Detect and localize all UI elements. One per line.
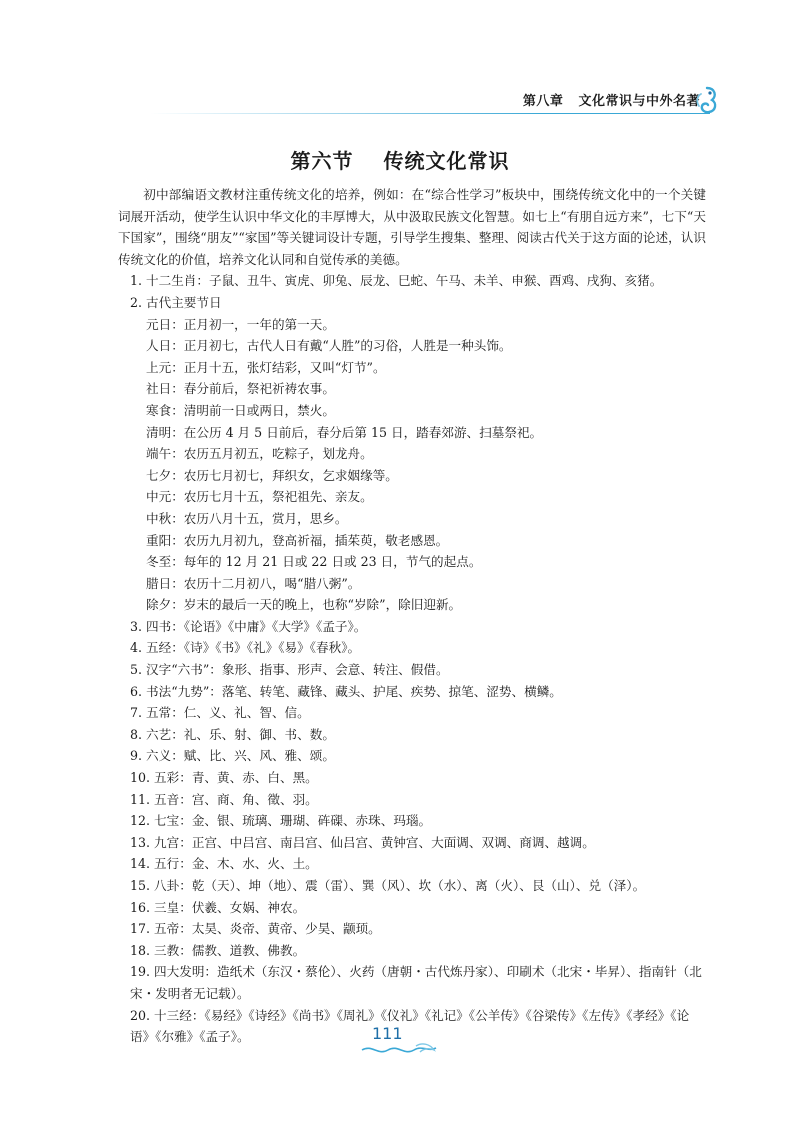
festival-item: 端午：农历五月初五，吃粽子，划龙舟。 [146, 446, 373, 462]
page-footer [360, 1020, 440, 1060]
festival-item: 中元：农历七月十五，祭祀祖先、亲友。 [146, 489, 373, 505]
list-item: 2. 古代主要节日 [130, 294, 222, 310]
list-item: 13. 九宫：正宫、中吕宫、南吕宫、仙吕宫、黄钟宫、大面调、双调、商调、越调。 [130, 834, 595, 850]
festival-item: 除夕：岁末的最后一天的晚上，也称“岁除”，除旧迎新。 [146, 597, 462, 613]
festival-item: 重阳：农历九月初九，登高祈福，插茱萸，敬老感恩。 [146, 532, 449, 548]
festival-item: 七夕：农历七月初七，拜织女，乞求姻缘等。 [146, 467, 398, 483]
list-item: 3. 四书：《论语》《中庸》《大学》《孟子》。 [130, 618, 367, 634]
festival-item: 人日：正月初七，古代人日有戴“人胜”的习俗，人胜是一种头饰。 [146, 338, 512, 354]
list-item: 11. 五音：宫、商、角、徵、羽。 [130, 791, 318, 807]
wave-ornament-icon [360, 1042, 440, 1058]
list-item: 19. 四大发明：造纸术（东汉・蔡伦）、火药（唐朝・古代炼丹家）、印刷术（北宋・毕昇）、指南针（北宋・发明者无记载）。 [130, 964, 702, 1001]
festival-item: 中秋：农历八月十五，赏月，思乡。 [146, 510, 348, 526]
festival-item: 清明：在公历 4 月 5 日前后，春分后第 15 日，踏春郊游、扫墓祭祀。 [146, 424, 543, 440]
festival-item: 上元：正月十五，张灯结彩，又叫“灯节”。 [146, 359, 386, 375]
festival-item: 寒食：清明前一日或两日，禁火。 [146, 402, 335, 418]
list-item: 10. 五彩：青、黄、赤、白、黑。 [130, 770, 318, 786]
festival-item: 社日：春分前后，祭祀祈祷农事。 [146, 381, 335, 397]
festival-item: 冬至：每年的 12 月 21 日或 22 日或 23 日，节气的起点。 [146, 554, 482, 570]
page-number: 111 [372, 1024, 403, 1043]
list-item: 12. 七宝：金、银、琉璃、珊瑚、砗磲、赤珠、玛瑙。 [130, 813, 432, 829]
list-item: 7. 五常：仁、义、礼、智、信。 [130, 705, 310, 721]
list-item: 16. 三皇：伏羲、女娲、神农。 [130, 899, 306, 915]
knowledge-list [118, 270, 706, 1047]
running-header [523, 90, 700, 109]
list-item: 15. 八卦：乾（天）、坤（地）、震（雷）、巽（风）、坎（水）、离（火）、艮（山）、兑（泽）。 [130, 878, 646, 893]
header-rule [150, 113, 710, 114]
intro-paragraph: 初中部编语文教材注重传统文化的培养，例如：在“综合性学习”板块中，围绕传统文化中的一个关键词展开活动，使学生认识中华文化的丰厚博大，从中汲取民族文化智慧。如七上“有朋自远方来”，七下“天下国家”，围绕“朋友”“家国”等关键词设计专题，引导学生搜集、整理、阅读古代关于这方面的论述，认识传统文化的价值，培养文化认同和自觉传承的美德。 [118, 187, 706, 267]
festival-item: 腊日：农历十二月初八，喝“腊八粥”。 [146, 575, 361, 591]
festival-item: 元日：正月初一，一年的第一天。 [146, 316, 335, 332]
chapter-title: 文化常识与中外名著 [578, 94, 700, 109]
chapter-number: 第八章 [522, 94, 564, 109]
list-item: 5. 汉字“六书”：象形、指事、形声、会意、转注、假借。 [130, 662, 449, 678]
list-item: 9. 六义：赋、比、兴、风、雅、颂。 [130, 748, 335, 764]
list-item: 17. 五帝：太昊、炎帝、黄帝、少昊、颛顼。 [130, 921, 381, 937]
section-number: 第六节 [290, 149, 354, 173]
list-item: 20. 十三经：《易经》《诗经》《尚书》《周礼》《仪礼》《礼记》《公羊传》《谷梁传》《左传》《孝经》《论语》《尔雅》《孟子》。 [130, 1007, 690, 1045]
section-name: 传统文化常识 [383, 149, 510, 173]
list-item: 8. 六艺：礼、乐、射、御、书、数。 [130, 726, 335, 742]
section-title [0, 145, 800, 174]
main-content [118, 184, 706, 1048]
list-item: 6. 书法“九势”：落笔、转笔、藏锋、藏头、护尾、疾势、掠笔、涩势、横鳞。 [130, 683, 562, 699]
seahorse-wave-icon [687, 84, 721, 118]
list-item: 18. 三教：儒教、道教、佛教。 [130, 942, 306, 958]
list-item: 14. 五行：金、木、水、火、土。 [130, 856, 318, 872]
list-item: 4. 五经：《诗》《书》《礼》《易》《春秋》。 [130, 640, 361, 656]
page-header [0, 82, 800, 122]
list-item: 1. 十二生肖：子鼠、丑牛、寅虎、卯兔、辰龙、巳蛇、午马、未羊、申猴、酉鸡、戌狗、亥猪。 [130, 273, 663, 289]
